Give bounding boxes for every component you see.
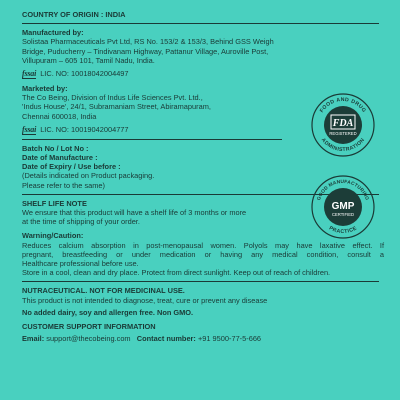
fda-registered-badge (310, 92, 376, 158)
manufactured-line: Villupuram – 605 101, Tamil Nadu, India. (22, 55, 155, 65)
support-contact-line (22, 334, 384, 343)
warning-heading: Warning/Caution: (22, 231, 84, 241)
support-section (22, 322, 384, 343)
fda-badge-sub: REGISTERED (329, 131, 357, 136)
gmp-badge-center: GMP (331, 201, 355, 212)
warning-line: Healthcare professional before use. (22, 259, 139, 269)
batch-note: Please refer to the same) (22, 180, 105, 190)
shelf-life-line: at the time of shipping of your order. (22, 217, 140, 227)
warning-line: pregnant, breastfeeding or under medication or having any medical condition, consult a (22, 249, 384, 259)
nutraceutical-line: This product is not intended to diagnose, treat, cure or prevent any disease (22, 295, 268, 305)
email-label: Email: (22, 334, 45, 344)
warning-line: Reduces calcium absorption in post-menopausal women. Polyols may have laxative effect. If (22, 240, 384, 250)
gmp-badge-sub: CERTIFIED (331, 212, 355, 217)
marketed-line: The Co Being, Division of Indus Life Sciences Pvt. Ltd., (22, 93, 203, 103)
contact-value[interactable]: +91 9500-77-5-666 (197, 334, 262, 344)
fda-badge-bottom-text: ADMINISTRATION (319, 137, 367, 154)
marketed-heading: Marketed by: (22, 84, 68, 94)
batch-note: (Details indicated on Product packaging. (22, 171, 155, 181)
no-added-line: No added dairy, soy and allergen free. Non GMO. (22, 307, 194, 317)
manufactured-line: Solistaa Pharmaceuticals Pvt Ltd, RS No. 153/2 & 153/3, Behind GSS Weigh (22, 37, 274, 47)
fda-badge-top-text: FOOD AND DRUG (318, 96, 368, 114)
svg-text:PRACTICE (328, 225, 358, 235)
batch-section (22, 144, 284, 190)
fssai-logo: fssai (22, 124, 37, 134)
batch-line: Batch No / Lot No : (22, 143, 89, 153)
marketed-line: 'Indus House', 24/1, Subramaniam Street, Abiramapuram, (22, 102, 211, 112)
marketed-line: Chennai 600018, India (22, 111, 97, 121)
manufacture-date-line: Date of Manufacture : (22, 153, 98, 163)
manufacturer-license (22, 69, 284, 79)
support-heading: CUSTOMER SUPPORT INFORMATION (22, 322, 156, 332)
gmp-certified-badge (310, 174, 376, 240)
nutraceutical-heading: NUTRACEUTICAL. NOT FOR MEDICINAL USE. (22, 286, 185, 296)
nutraceutical-section (22, 286, 384, 317)
manufactured-heading: Manufactured by: (22, 28, 84, 38)
license-number: LIC. NO: 10019042004777 (40, 124, 129, 134)
expiry-line: Date of Expiry / Use before : (22, 162, 121, 172)
country-of-origin: COUNTRY OF ORIGIN : INDIA (22, 10, 126, 19)
marketer-license (22, 125, 284, 135)
manufactured-line: Bridge, Puducherry – Tindivanam Highway, Pattanur Village, Auroville Post, (22, 46, 269, 56)
shelf-life-heading: SHELF LIFE NOTE (22, 198, 87, 208)
divider (22, 281, 379, 282)
storage-line: Store in a cool, clean and dry place. Protect from direct sunlight. Keep out of reach of children. (22, 268, 331, 278)
license-number: LIC. NO: 10018042004497 (40, 69, 129, 79)
gmp-badge-bottom-text: PRACTICE (327, 225, 359, 236)
fssai-logo: fssai (22, 69, 37, 79)
shelf-life-line: We ensure that this product will have a shelf life of 3 months or more (22, 208, 247, 218)
email-value[interactable]: support@thecobeing.com (46, 334, 131, 344)
contact-label: Contact number: (136, 334, 196, 344)
divider (22, 139, 282, 140)
gmp-badge-top-text: GOOD MANUFACTURING (316, 179, 370, 202)
divider (22, 23, 379, 24)
fda-badge-center: FDA (332, 118, 354, 129)
manufactured-section (22, 28, 284, 79)
marketed-section (22, 84, 284, 135)
